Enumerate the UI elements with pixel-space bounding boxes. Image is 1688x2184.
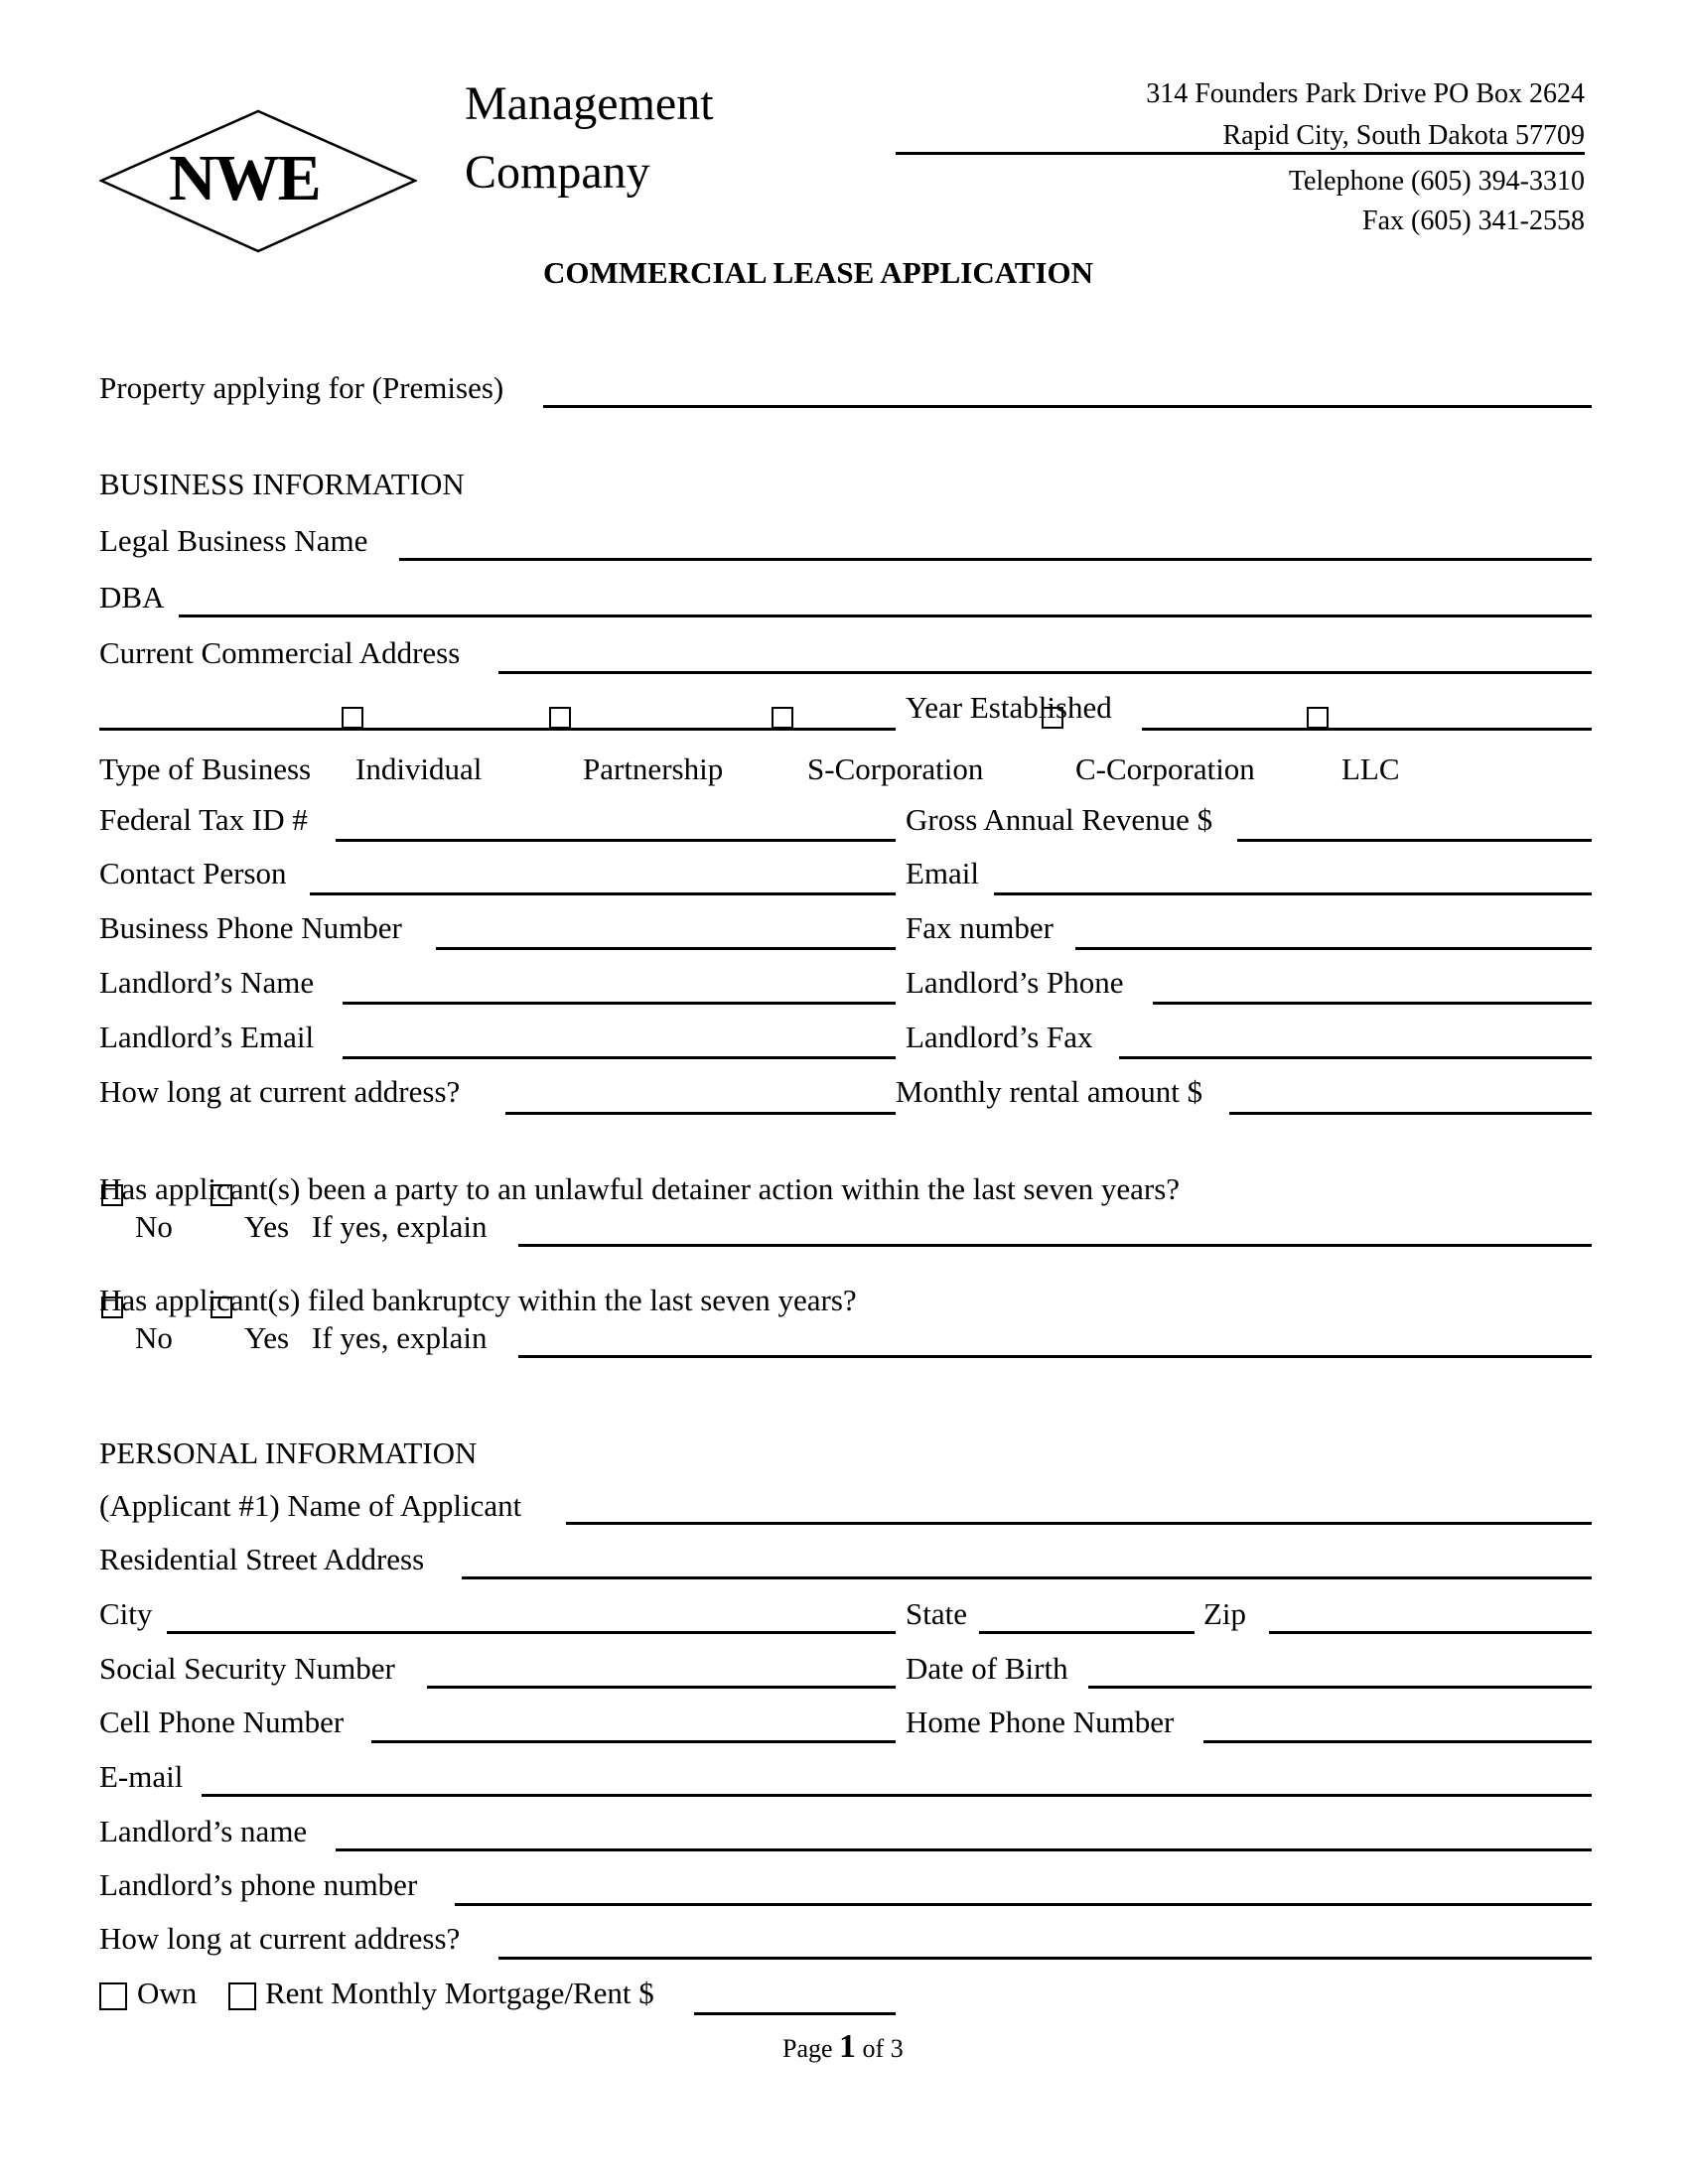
personal-landlord-phone-label: Landlord’s phone number <box>99 1867 418 1902</box>
contact-person-field[interactable] <box>310 892 896 895</box>
landlord-name-label: Landlord’s Name <box>99 965 315 1000</box>
own-checkbox[interactable] <box>99 1982 127 2010</box>
type-llc-label: LLC <box>1341 751 1400 786</box>
page-indicator <box>782 2028 904 2066</box>
dba-label: DBA <box>99 580 165 614</box>
federal-tax-id-field[interactable] <box>336 839 896 842</box>
rent-label: Rent Monthly Mortgage/Rent $ <box>265 1976 654 2010</box>
how-long-business-field[interactable] <box>505 1112 896 1115</box>
detainer-yes-checkbox[interactable] <box>211 1184 232 1206</box>
year-established-label: Year Established <box>906 690 1112 725</box>
address-line1: 314 Founders Park Drive PO Box 2624 <box>1146 78 1585 109</box>
bankruptcy-question: Has applicant(s) filed bankruptcy within the last seven years? <box>99 1283 857 1317</box>
telephone: Telephone (605) 394-3310 <box>1288 166 1585 197</box>
landlord-email-label: Landlord’s Email <box>99 1020 315 1054</box>
own-label: Own <box>137 1976 198 2010</box>
dob-field[interactable] <box>1088 1686 1592 1689</box>
address-line2: Rapid City, South Dakota 57709 <box>1222 120 1585 151</box>
checkbox-individual[interactable] <box>342 707 363 729</box>
state-field[interactable] <box>979 1631 1195 1634</box>
logo-text: NWE <box>169 142 320 214</box>
form-title: COMMERCIAL LEASE APPLICATION <box>543 255 1094 290</box>
bankruptcy-explain-label: If yes, explain <box>312 1320 488 1355</box>
landlord-phone-label: Landlord’s Phone <box>906 965 1124 1000</box>
state-label: State <box>906 1596 967 1631</box>
business-email-label: Email <box>906 856 980 890</box>
ssn-label: Social Security Number <box>99 1651 395 1686</box>
detainer-no-label: No <box>135 1209 173 1244</box>
current-address-label: Current Commercial Address <box>99 635 461 670</box>
checkbox-c-corporation[interactable] <box>1042 707 1063 729</box>
landlord-fax-label: Landlord’s Fax <box>906 1020 1093 1054</box>
legal-name-field[interactable] <box>399 558 1592 561</box>
business-phone-field[interactable] <box>436 947 896 950</box>
gross-revenue-field[interactable] <box>1237 839 1592 842</box>
checkbox-llc[interactable] <box>1307 707 1329 729</box>
business-phone-label: Business Phone Number <box>99 910 402 945</box>
dba-field[interactable] <box>179 614 1592 617</box>
home-phone-label: Home Phone Number <box>906 1705 1175 1739</box>
applicant-name-label: (Applicant #1) Name of Applicant <box>99 1488 522 1523</box>
detainer-explain-field[interactable] <box>518 1244 1592 1247</box>
detainer-yes-label: Yes <box>244 1209 290 1244</box>
rent-checkbox[interactable] <box>228 1982 256 2010</box>
zip-field[interactable] <box>1269 1631 1592 1634</box>
monthly-rent-label: Monthly rental amount $ <box>896 1074 1203 1109</box>
federal-tax-id-label: Federal Tax ID # <box>99 802 308 837</box>
personal-landlord-name-label: Landlord’s name <box>99 1814 308 1848</box>
landlord-phone-field[interactable] <box>1153 1002 1592 1005</box>
bankruptcy-explain-field[interactable] <box>518 1355 1592 1358</box>
checkbox-partnership[interactable] <box>549 707 571 729</box>
bankruptcy-no-label: No <box>135 1320 173 1355</box>
street-address-label: Residential Street Address <box>99 1542 425 1576</box>
checkbox-s-corporation[interactable] <box>772 707 793 729</box>
personal-how-long-label: How long at current address? <box>99 1921 461 1956</box>
business-section-title: BUSINESS INFORMATION <box>99 467 465 501</box>
gross-revenue-label: Gross Annual Revenue $ <box>906 802 1213 837</box>
page-prefix: Page <box>782 2034 833 2063</box>
street-address-field[interactable] <box>462 1576 1592 1579</box>
business-email-field[interactable] <box>994 892 1592 895</box>
year-established-field[interactable] <box>1142 728 1592 731</box>
landlord-name-field[interactable] <box>343 1002 896 1005</box>
type-c-corporation-label: C-Corporation <box>1075 751 1255 786</box>
mortgage-rent-field[interactable] <box>694 2012 896 2015</box>
fax-number-label: Fax number <box>906 910 1054 945</box>
type-s-corporation-label: S-Corporation <box>807 751 984 786</box>
detainer-question: Has applicant(s) been a party to an unlawful detainer action within the last seven years? <box>99 1171 1181 1206</box>
bankruptcy-yes-checkbox[interactable] <box>211 1297 232 1318</box>
business-type-label: Type of Business <box>99 751 312 786</box>
personal-section-title: PERSONAL INFORMATION <box>99 1435 478 1470</box>
page-suffix: of 3 <box>862 2034 904 2063</box>
how-long-business-label: How long at current address? <box>99 1074 461 1109</box>
personal-email-label: E-mail <box>99 1759 184 1794</box>
current-address-field[interactable] <box>498 671 1592 674</box>
fax-number-field[interactable] <box>1075 947 1592 950</box>
premises-field[interactable] <box>543 405 1592 408</box>
premises-label: Property applying for (Premises) <box>99 370 504 405</box>
detainer-no-checkbox[interactable] <box>101 1184 123 1206</box>
company-name-line2: Company <box>465 146 650 199</box>
zip-label: Zip <box>1203 1596 1247 1631</box>
landlord-email-field[interactable] <box>343 1056 896 1059</box>
legal-name-label: Legal Business Name <box>99 523 368 558</box>
page-number: 1 <box>839 2028 857 2065</box>
bankruptcy-no-checkbox[interactable] <box>101 1297 123 1318</box>
dob-label: Date of Birth <box>906 1651 1068 1686</box>
fax: Fax (605) 341-2558 <box>1362 205 1585 236</box>
personal-email-field[interactable] <box>202 1794 1592 1797</box>
ssn-field[interactable] <box>427 1686 896 1689</box>
city-field[interactable] <box>167 1631 896 1634</box>
personal-landlord-name-field[interactable] <box>336 1848 1592 1851</box>
contact-person-label: Contact Person <box>99 856 287 890</box>
header-divider <box>896 152 1585 155</box>
home-phone-field[interactable] <box>1203 1740 1592 1743</box>
city-label: City <box>99 1596 153 1631</box>
type-partnership-label: Partnership <box>583 751 724 786</box>
company-name-line1: Management <box>465 77 714 130</box>
detainer-explain-label: If yes, explain <box>312 1209 488 1244</box>
personal-how-long-field[interactable] <box>498 1957 1592 1960</box>
monthly-rent-field[interactable] <box>1229 1112 1592 1115</box>
bankruptcy-yes-label: Yes <box>244 1320 290 1355</box>
applicant-name-field[interactable] <box>566 1522 1592 1525</box>
type-individual-label: Individual <box>355 751 483 786</box>
cell-phone-field[interactable] <box>371 1740 896 1743</box>
cell-phone-label: Cell Phone Number <box>99 1705 345 1739</box>
landlord-fax-field[interactable] <box>1119 1056 1592 1059</box>
personal-landlord-phone-field[interactable] <box>455 1903 1592 1906</box>
